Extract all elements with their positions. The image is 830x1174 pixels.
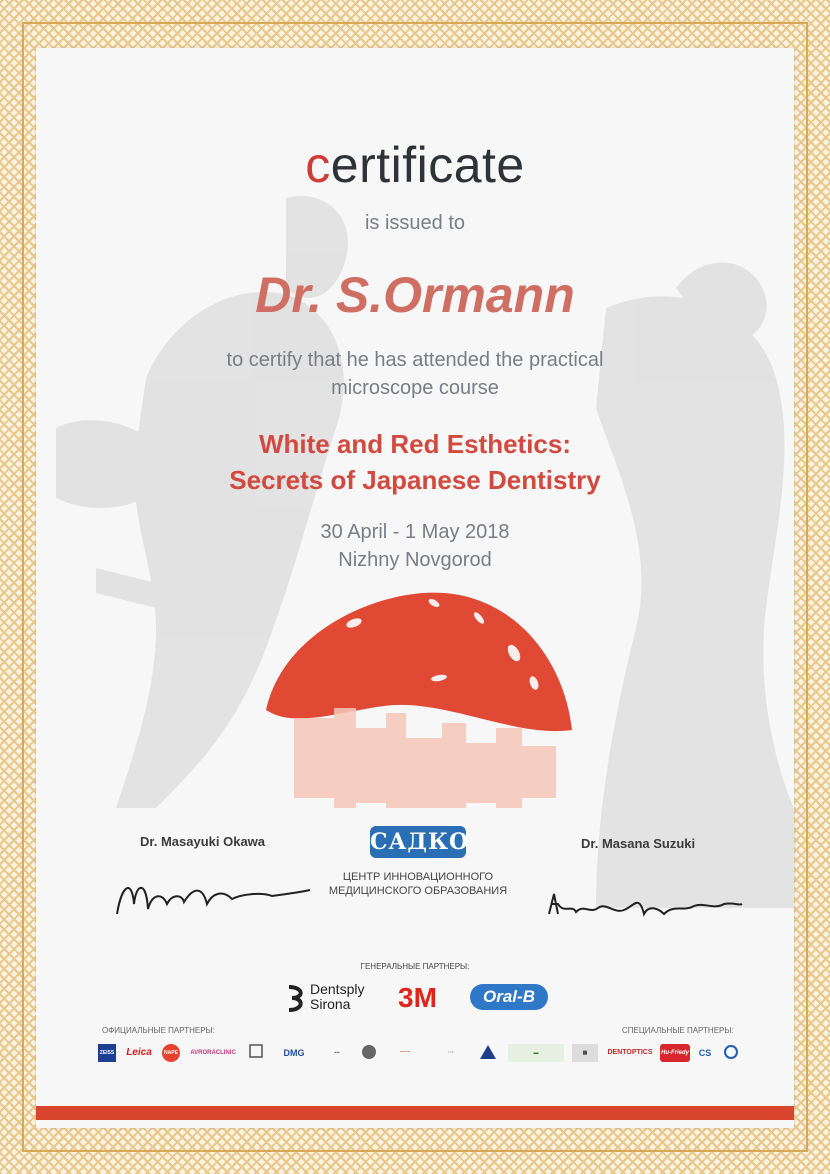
sirona-text: Sirona (310, 996, 351, 1012)
certificate-paper (36, 48, 794, 1128)
partner-logos-row (98, 1044, 748, 1066)
angular-partner-icon (479, 1044, 497, 1060)
partner-logo-cs: CS (698, 1048, 712, 1058)
partner-logo-leica: Leica (126, 1047, 152, 1058)
partner-logo-12: ▬ (508, 1044, 564, 1062)
3m-logo: 3M (398, 982, 437, 1013)
title-rest: ertificate (330, 137, 525, 193)
official-partners-label: ОФИЦИАЛЬНЫЕ ПАРТНЕРЫ: (102, 1026, 215, 1035)
partner-logo-17 (722, 1044, 740, 1062)
organizer-caption (308, 870, 528, 898)
certificate-title (36, 136, 794, 194)
dentsply-mark-icon (286, 984, 306, 1012)
partner-logo-dmg: DMG (283, 1048, 305, 1058)
course-title (36, 426, 794, 498)
certification-description (36, 346, 794, 402)
course-dates: 30 April - 1 May 2018 (320, 521, 510, 543)
dentsply-sirona-logo (286, 982, 382, 1014)
special-partners-label: СПЕЦИАЛЬНЫЕ ПАРТНЕРЫ: (622, 1026, 734, 1035)
title-accent-letter: c (305, 137, 331, 193)
right-signature (544, 884, 744, 934)
partner-logo-avroraclinic: AVRORACLINIC (190, 1050, 236, 1056)
bottom-accent-bar (36, 1106, 794, 1120)
recipient-name: Dr. S.Ormann (255, 267, 575, 323)
right-signatory-name: Dr. Masana Suzuki (581, 836, 696, 851)
partner-logo-zeiss: ZEISS (98, 1044, 116, 1062)
partner-logo-13: ▦ (572, 1044, 598, 1062)
description-line-2: microscope course (331, 377, 499, 399)
round-partner-icon (361, 1044, 377, 1060)
course-title-line-2: Secrets of Japanese Dentistry (229, 465, 601, 495)
left-signature (112, 874, 312, 924)
rising-sun-emblem (264, 588, 574, 818)
general-partners-logos (286, 982, 556, 1016)
course-title-line-1: White and Red Esthetics: (258, 429, 572, 459)
partner-logo-11 (478, 1044, 498, 1062)
partner-logo-8 (360, 1044, 378, 1062)
partner-logo-dentoptics: DENTOPTICS (607, 1049, 653, 1056)
dentsply-text: Dentsply (310, 981, 365, 997)
ring-partner-icon (723, 1044, 739, 1060)
course-city: Nizhny Novgorod (338, 549, 492, 571)
general-partners-label: ГЕНЕРАЛЬНЫЕ ПАРТНЕРЫ: (360, 962, 470, 971)
partner-logo-7: ▪▪▪ (334, 1050, 340, 1056)
sadko-logo: САДКО (370, 826, 466, 858)
course-date-location (36, 518, 794, 574)
organizer-line-1: ЦЕНТР ИННОВАЦИОННОГО (342, 871, 494, 883)
partner-logo-hu-friedy: Hu-Friedy (660, 1044, 690, 1062)
issued-to-text: is issued to (364, 212, 466, 234)
partner-logo-nape: NAPE (162, 1044, 180, 1062)
partner-logo-5 (244, 1044, 268, 1062)
organizer-line-2: МЕДИЦИНСКОГО ОБРАЗОВАНИЯ (328, 885, 508, 897)
left-signatory-name: Dr. Masayuki Okawa (140, 834, 266, 849)
partner-logo-9: ~~~ (399, 1050, 411, 1056)
partner-logo-10: ··· (448, 1050, 454, 1056)
partner-mark-icon (249, 1044, 263, 1058)
oral-b-logo: Oral-B (470, 984, 548, 1010)
description-line-1: to certify that he has attended the practical (226, 349, 604, 371)
